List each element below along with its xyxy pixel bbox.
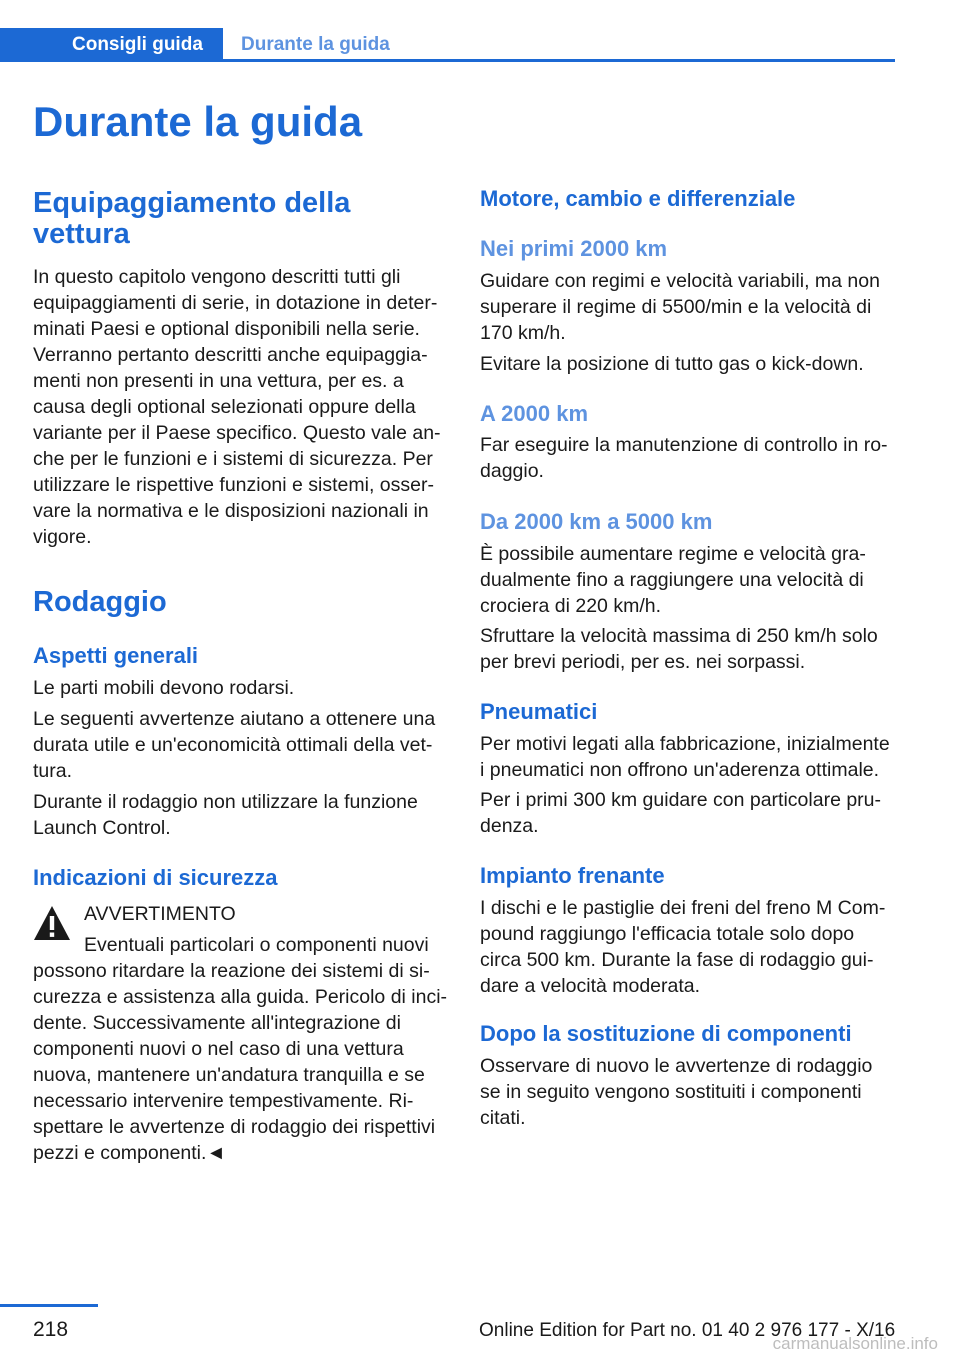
text-line: Osservare di nuovo le avvertenze di rodaggio bbox=[480, 1055, 873, 1077]
primi-p2: Evitare la posizione di tutto gas o kick-down. bbox=[480, 353, 864, 375]
text-line: minati Paesi e optional disponibili nella serie. bbox=[33, 318, 420, 340]
text-line: Far eseguire la manutenzione di controllo in ro‐ bbox=[480, 434, 888, 456]
text-line: spettare le avvertenze di rodaggio dei rispettivi bbox=[33, 1116, 436, 1138]
text-line: Guidare con regimi e velocità variabili, ma non bbox=[480, 270, 880, 292]
aspetti-p1: Le parti mobili devono rodarsi. bbox=[33, 677, 295, 699]
text-line: Verranno pertanto descritti anche equipaggia‐ bbox=[33, 344, 428, 366]
aspetti-p2 bbox=[33, 706, 453, 784]
dopo-paragraph bbox=[480, 1053, 900, 1131]
text-line: In questo capitolo vengono descritti tutti gli bbox=[33, 266, 401, 288]
impianto-paragraph bbox=[480, 895, 900, 999]
pneumatici-paragraph bbox=[480, 731, 900, 783]
text-line: Le seguenti avvertenze aiutano a ottenere una bbox=[33, 708, 436, 730]
text-line: vigore. bbox=[33, 526, 92, 548]
text-line: Launch Control. bbox=[33, 817, 171, 839]
a2000-heading: A 2000 km bbox=[480, 401, 589, 426]
primi-heading: Nei primi 2000 km bbox=[480, 236, 668, 261]
text-line: durata utile e un'economicità ottimali della vet‐ bbox=[33, 734, 433, 756]
text-line: dualmente fino a raggiungere una velocità di bbox=[480, 569, 864, 591]
text-line: 170 km/h. bbox=[480, 322, 566, 344]
aspetti-p3 bbox=[33, 789, 453, 841]
text-line: dente. Successivamente all'integrazione di bbox=[33, 1012, 401, 1034]
text-line: che per le funzioni e i sistemi di sicurezza. Per bbox=[33, 448, 433, 470]
warning-title: AVVERTIMENTO bbox=[84, 903, 236, 925]
da2000-heading: Da 2000 km a 5000 km bbox=[480, 509, 713, 534]
text-line: vare la normativa e le disposizioni nazionali in bbox=[33, 500, 429, 522]
text-line: Per i primi 300 km guidare con particolare pru‐ bbox=[480, 789, 882, 811]
edition-text: Online Edition for Part no. 01 40 2 976 177 - X/16 bbox=[479, 1320, 896, 1341]
pneumatici-p2 bbox=[480, 787, 900, 839]
text-line: se in seguito vengono sostituiti i componenti bbox=[480, 1081, 862, 1103]
footer-rule bbox=[0, 1304, 98, 1307]
text-line: dare a velocità moderata. bbox=[480, 975, 701, 997]
text-line: Durante il rodaggio non utilizzare la funzione bbox=[33, 791, 418, 813]
text-line: tura. bbox=[33, 760, 73, 782]
motore-heading: Motore, cambio e differenziale bbox=[480, 186, 796, 211]
text-line: superare il regime di 5500/min e la velocità di bbox=[480, 296, 872, 318]
page-title: Durante la guida bbox=[33, 98, 363, 145]
text-line: Per motivi legati alla fabbricazione, inizialmente bbox=[480, 733, 890, 755]
da2000-paragraph bbox=[480, 541, 900, 619]
impianto-heading: Impianto frenante bbox=[480, 863, 665, 888]
text-line: necessario intervenire tempestivamente. Ri‐ bbox=[33, 1090, 414, 1112]
da2000-p2 bbox=[480, 623, 900, 675]
equip-paragraph bbox=[33, 264, 453, 550]
text-line: crociera di 220 km/h. bbox=[480, 595, 661, 617]
page-number: 218 bbox=[33, 1318, 69, 1341]
text-line: Sfruttare la velocità massima di 250 km/h solo bbox=[480, 625, 878, 647]
text-line: pezzi e componenti.◄ bbox=[33, 1142, 226, 1164]
text-line: pound raggiungo l'efficacia totale solo dopo bbox=[480, 923, 855, 945]
pneumatici-heading: Pneumatici bbox=[480, 699, 598, 724]
text-line: possono ritardare la reazione dei sistemi di si‐ bbox=[33, 960, 430, 982]
warning-first-line: Eventuali particolari o componenti nuovi bbox=[84, 934, 429, 956]
text-line: per brevi periodi, per es. nei sorpassi. bbox=[480, 651, 806, 673]
warning-triangle-icon bbox=[33, 905, 71, 941]
header-rule bbox=[223, 59, 895, 62]
text-line: componenti nuovi o nel caso di una vettura bbox=[33, 1038, 404, 1060]
text-line: menti non presenti in una vettura, per es. a bbox=[33, 370, 404, 392]
rodaggio-heading: Rodaggio bbox=[33, 586, 167, 618]
aspetti-heading: Aspetti generali bbox=[33, 643, 199, 668]
primi-paragraph bbox=[480, 268, 900, 346]
text-line: circa 500 km. Durante la fase di rodaggio gui‐ bbox=[480, 949, 874, 971]
text-line: denza. bbox=[480, 815, 539, 837]
equip-heading: Equipaggiamento della vettura bbox=[33, 187, 351, 250]
text-line: utilizzare le rispettive funzioni e sistemi, osser‐ bbox=[33, 474, 434, 496]
header-bar bbox=[0, 28, 895, 62]
text-line: i pneumatici non offrono un'aderenza ottimale. bbox=[480, 759, 880, 781]
sicurezza-heading: Indicazioni di sicurezza bbox=[33, 865, 278, 890]
watermark: carmanualsonline.info bbox=[772, 1334, 938, 1353]
text-line: curezza e assistenza alla guida. Pericolo di inci‐ bbox=[33, 986, 448, 1008]
tab-consigli-guida[interactable]: Consigli guida bbox=[0, 28, 223, 62]
warning-text bbox=[33, 958, 453, 1166]
text-line: equipaggiamenti di serie, in dotazione in deter‐ bbox=[33, 292, 438, 314]
text-line: I dischi e le pastiglie dei freni del freno M Com‐ bbox=[480, 897, 886, 919]
dopo-heading: Dopo la sostituzione di componenti bbox=[480, 1021, 852, 1046]
tab-durante-la-guida[interactable]: Durante la guida bbox=[241, 34, 390, 55]
text-line: variante per il Paese specifico. Questo vale an‐ bbox=[33, 422, 441, 444]
text-line: daggio. bbox=[480, 460, 544, 482]
text-line: causa degli optional selezionati oppure della bbox=[33, 396, 416, 418]
a2000-paragraph bbox=[480, 432, 900, 484]
text-line: nuova, mantenere un'andatura tranquilla e se bbox=[33, 1064, 425, 1086]
text-line: È possibile aumentare regime e velocità gra‐ bbox=[480, 543, 866, 565]
text-line: citati. bbox=[480, 1107, 526, 1129]
